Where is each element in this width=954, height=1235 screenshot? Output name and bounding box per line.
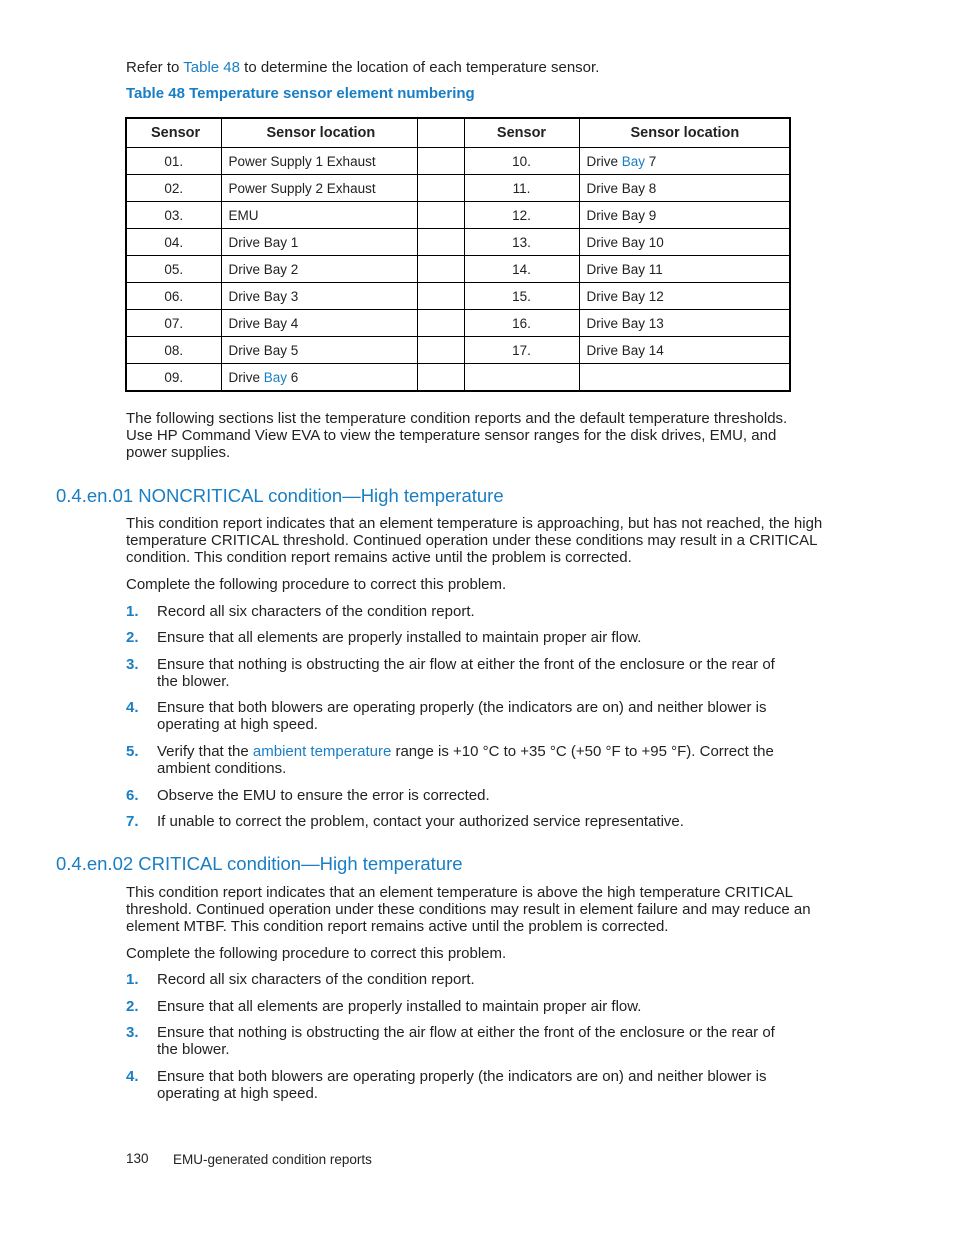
sensor-number: 03. [126, 202, 221, 229]
sensor-location: Drive Bay 1 [221, 229, 417, 256]
spacer-cell [417, 337, 464, 364]
sensor-number: 17. [464, 337, 579, 364]
sensor-location: Power Supply 2 Exhaust [221, 175, 417, 202]
step-number: 3. [126, 656, 139, 673]
step-number: 6. [126, 787, 139, 804]
sensor-location: Drive Bay 2 [221, 256, 417, 283]
sensor-number: 11. [464, 175, 579, 202]
sensor-number: 14. [464, 256, 579, 283]
table-row [126, 229, 790, 256]
summary-paragraph: The following sections list the temperature condition reports and the default temperature thresholds. Use HP Command View EVA to view the temperature sensor ranges for the disk drives, EMU, and power supplies. [126, 410, 788, 461]
section-heading-noncritical: 0.4.en.01 NONCRITICAL condition—High temperature [56, 485, 504, 506]
sensor-location: EMU [221, 202, 417, 229]
sensor-location: Drive Bay 8 [579, 175, 790, 202]
header-sensor: Sensor [126, 118, 221, 148]
table-row [126, 256, 790, 283]
spacer-cell [417, 364, 464, 392]
sensor-table [125, 117, 791, 392]
sensor-location: Drive Bay 9 [579, 202, 790, 229]
spacer-cell [417, 229, 464, 256]
bay-link[interactable]: Bay [621, 153, 646, 169]
sensor-location: Drive Bay 5 [221, 337, 417, 364]
sensor-number [464, 364, 579, 392]
table-row [126, 148, 790, 175]
header-spacer [417, 118, 464, 148]
header-sensor-location: Sensor location [221, 118, 417, 148]
sensor-number: 08. [126, 337, 221, 364]
table-row [126, 202, 790, 229]
sensor-number: 15. [464, 283, 579, 310]
table-row [126, 337, 790, 364]
sensor-location: Drive Bay 12 [579, 283, 790, 310]
spacer-cell [417, 310, 464, 337]
sensor-number: 04. [126, 229, 221, 256]
section2-procedure-intro: Complete the following procedure to correct this problem. [126, 945, 507, 962]
sensor-location: Drive Bay 7 [579, 148, 790, 175]
header-sensor-location: Sensor location [579, 118, 790, 148]
footer-title: EMU-generated condition reports [173, 1152, 372, 1167]
sensor-number: 12. [464, 202, 579, 229]
section1-procedure-intro: Complete the following procedure to correct this problem. [126, 576, 507, 593]
step-number: 5. [126, 743, 139, 760]
sensor-location: Power Supply 1 Exhaust [221, 148, 417, 175]
sensor-location: Drive Bay 13 [579, 310, 790, 337]
section1-paragraph: This condition report indicates that an element temperature is approaching, but has not reached, the high temperature CRITICAL threshold. Continued operation under these conditions may result in a CRITICAL condition. This condition report remains active until the problem is corrected. [126, 515, 823, 566]
step-number: 7. [126, 813, 139, 830]
header-sensor: Sensor [464, 118, 579, 148]
spacer-cell [417, 175, 464, 202]
table-row [126, 310, 790, 337]
sensor-number: 10. [464, 148, 579, 175]
section2-paragraph: This condition report indicates that an element temperature is above the high temperature CRITICAL threshold. Continued operation under these conditions may result in element failure and may reduce an element MTBF. This condition report remains active until the problem is corrected. [126, 884, 811, 935]
table-row [126, 175, 790, 202]
sensor-location: Drive Bay 3 [221, 283, 417, 310]
sensor-number: 05. [126, 256, 221, 283]
sensor-number: 07. [126, 310, 221, 337]
step-number: 2. [126, 998, 139, 1015]
section-heading-critical: 0.4.en.02 CRITICAL condition—High temperature [56, 853, 463, 874]
table-row [126, 283, 790, 310]
sensor-location: Drive Bay 6 [221, 364, 417, 392]
sensor-location: Drive Bay 14 [579, 337, 790, 364]
spacer-cell [417, 283, 464, 310]
table-row [126, 364, 790, 392]
step-number: 3. [126, 1024, 139, 1041]
sensor-number: 06. [126, 283, 221, 310]
ambient-temperature-link[interactable]: ambient temperature [252, 743, 392, 760]
sensor-number: 13. [464, 229, 579, 256]
sensor-location [579, 364, 790, 392]
table-header-row [126, 118, 790, 148]
table-48-link[interactable]: Table 48 [183, 59, 240, 76]
sensor-number: 16. [464, 310, 579, 337]
sensor-number: 01. [126, 148, 221, 175]
step-number: 1. [126, 971, 139, 988]
sensor-location: Drive Bay 4 [221, 310, 417, 337]
step-number: 4. [126, 699, 139, 716]
sensor-number: 02. [126, 175, 221, 202]
step-number: 4. [126, 1068, 139, 1085]
step-number: 2. [126, 629, 139, 646]
page-number: 130 [126, 1151, 149, 1166]
bay-link[interactable]: Bay [263, 369, 288, 385]
sensor-location: Drive Bay 10 [579, 229, 790, 256]
intro-text: Refer to Table 48 to determine the location of each temperature sensor. [126, 59, 600, 76]
spacer-cell [417, 148, 464, 175]
sensor-location: Drive Bay 11 [579, 256, 790, 283]
sensor-number: 09. [126, 364, 221, 392]
spacer-cell [417, 256, 464, 283]
step-number: 1. [126, 603, 139, 620]
spacer-cell [417, 202, 464, 229]
table-caption: Table 48 Temperature sensor element numbering [126, 85, 475, 102]
